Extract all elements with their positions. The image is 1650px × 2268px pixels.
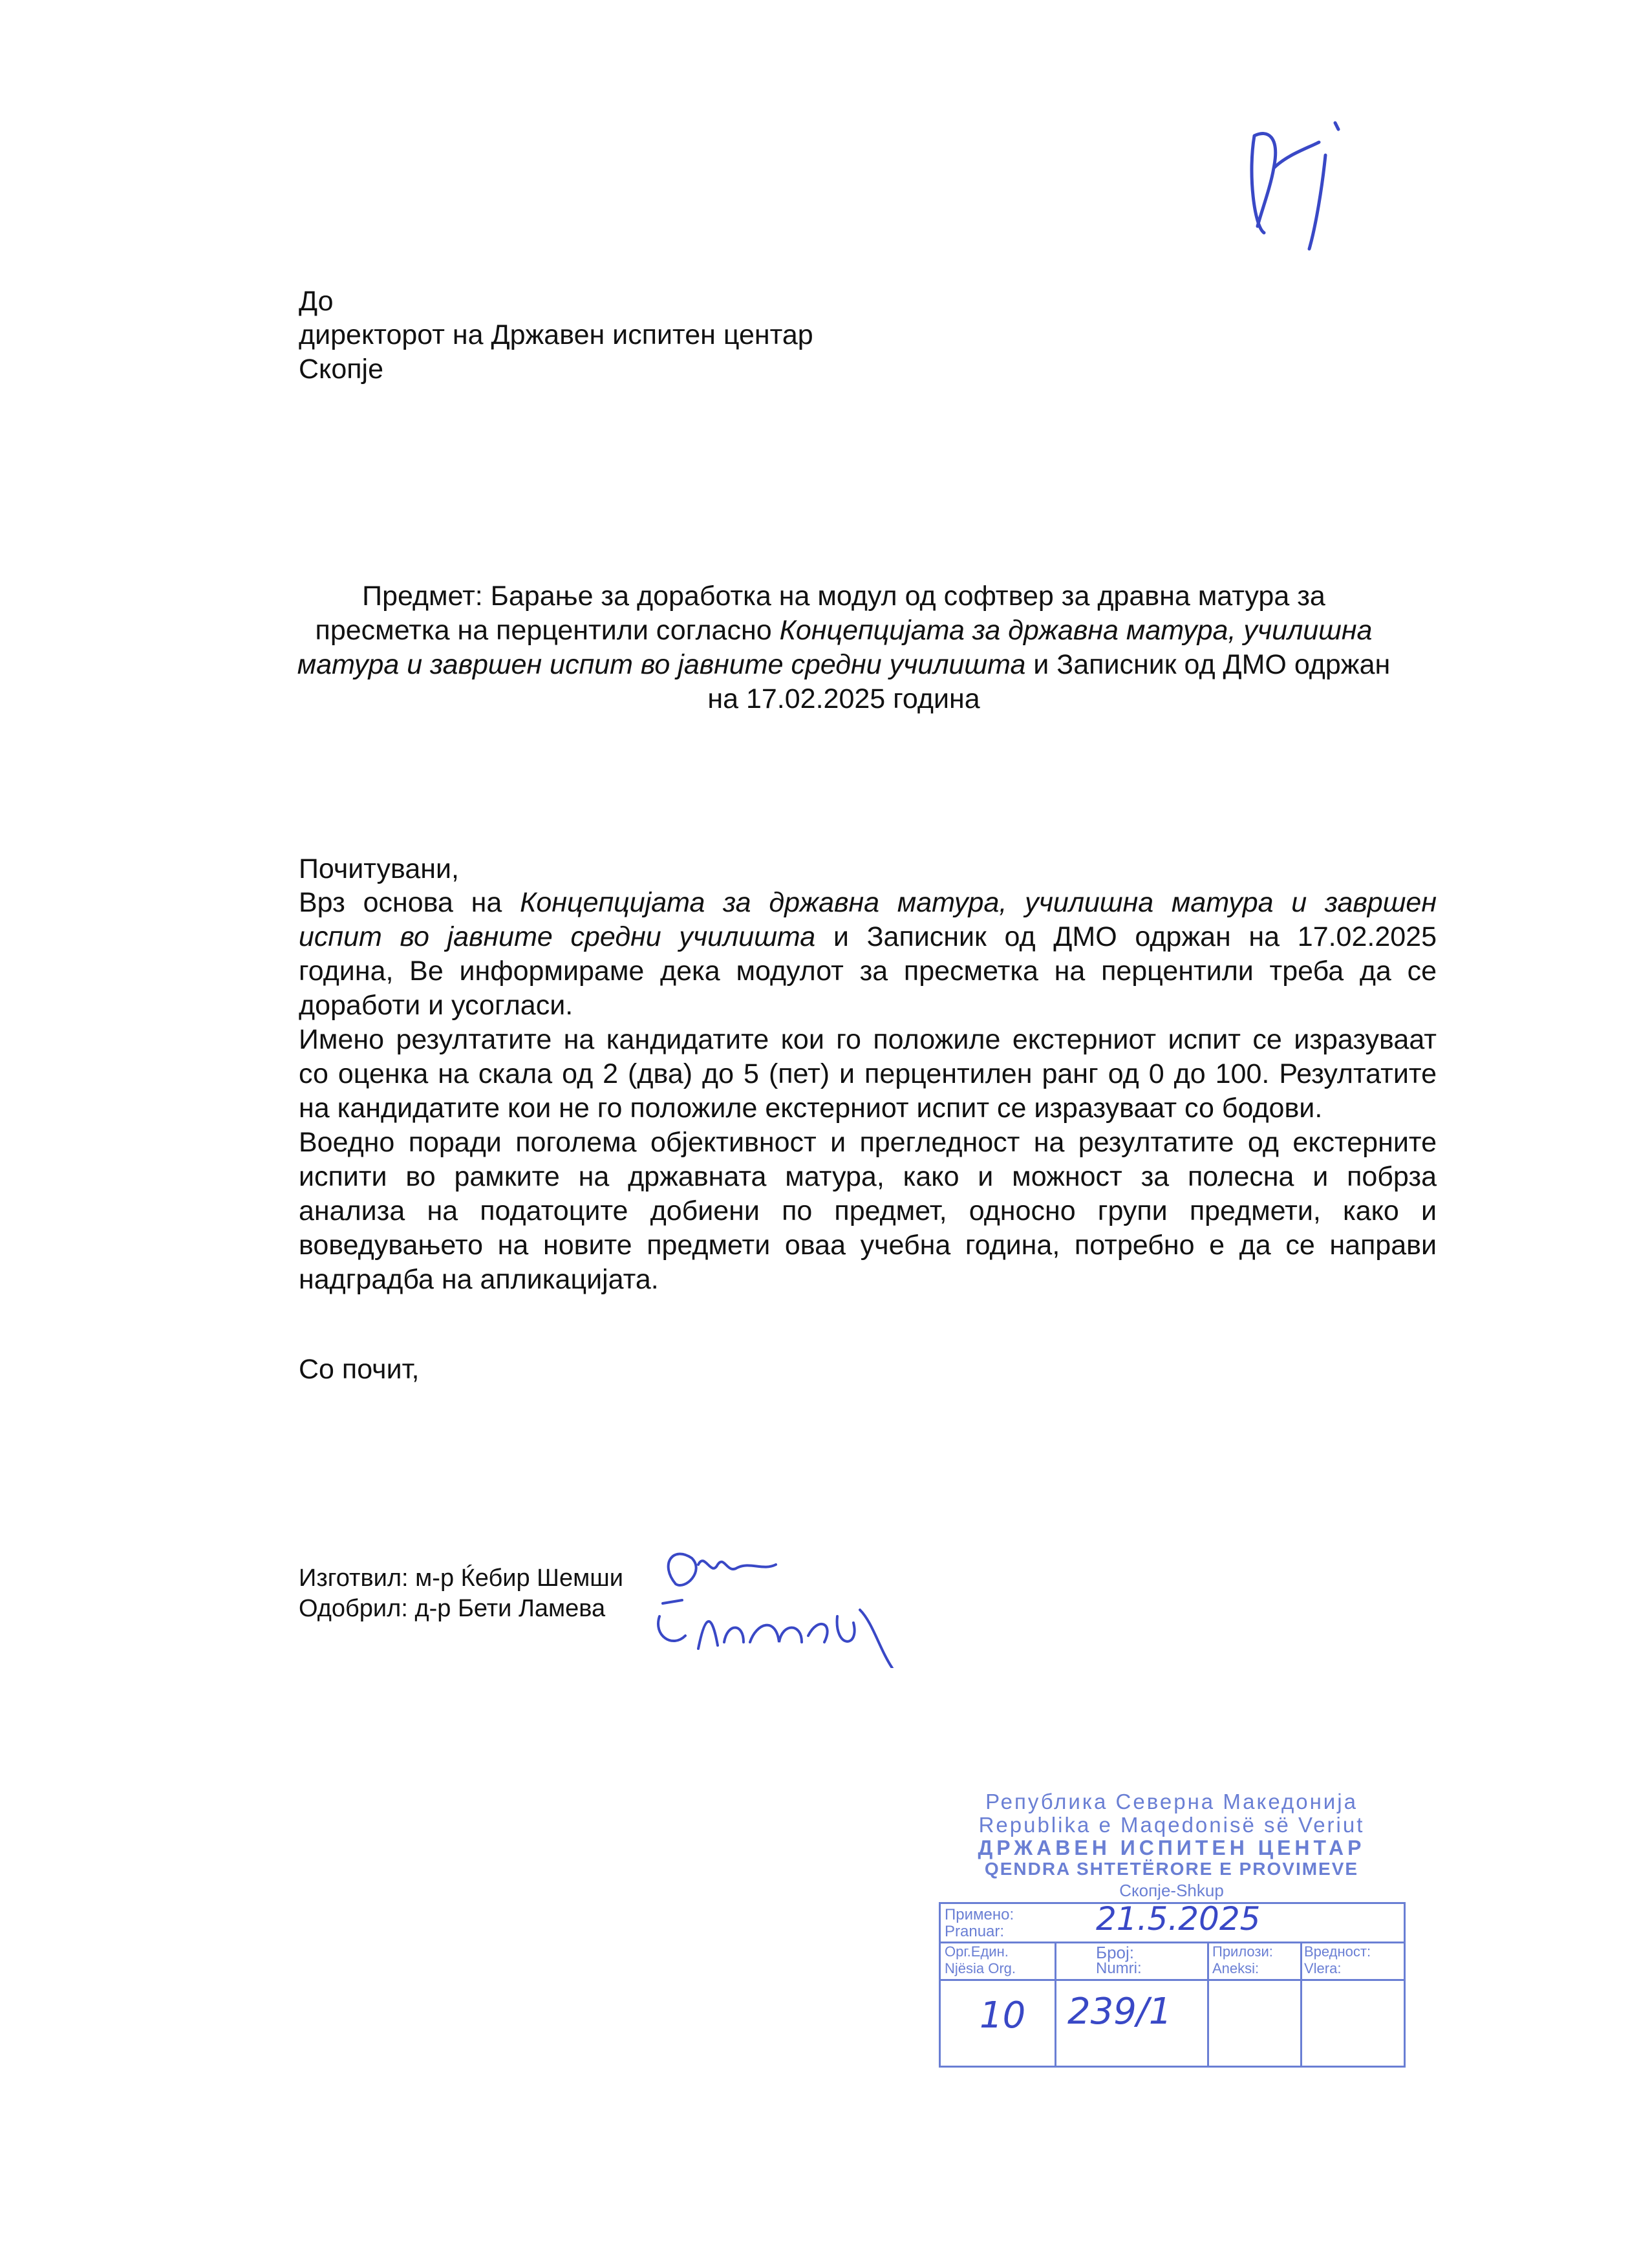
stamp-org-unit-value: 10: [980, 1995, 1026, 2037]
stamp-received-date: 21.5.2025: [1096, 1900, 1261, 1938]
stamp-value-label-mk: Вредност:: [1304, 1943, 1371, 1960]
p3-line-2: испити во рамките на државната матура, како и можност за полесна и побрза: [299, 1161, 1437, 1192]
p2-line-1: Имено резултатите на кандидатите кои го положиле екстерниот испит се изразуваат: [299, 1024, 1437, 1055]
p3-line-1: Воедно поради поголема објективност и прегледност на резултатите од екстерните: [299, 1127, 1437, 1158]
p3-line-5: надградба на апликацијата.: [299, 1264, 659, 1295]
stamp-number-label-sq: Numri:: [1096, 1960, 1142, 1977]
closing: Со почит,: [299, 1354, 420, 1385]
stamp-line-3: ДРЖАВЕН ИСПИТЕН ЦЕНТАР: [978, 1836, 1366, 1859]
p2-line-3: на кандидатите кои не го положиле екстерниот испит се изразуваат со бодови.: [299, 1093, 1323, 1124]
stamp-attachments-label-sq: Aneksi:: [1212, 1960, 1259, 1976]
p1-line-3: година, Ве информираме дека модулот за пресметка на перцентили треба да се: [299, 956, 1437, 987]
stamp-registry-box: [939, 1902, 1406, 2068]
stamp-col-divider-3: [1300, 1942, 1302, 2066]
stamp-line-1: Република Северна Македонија: [985, 1790, 1358, 1813]
stamp-org-unit-label-sq: Njësia Org.: [945, 1960, 1016, 1976]
paragraph-1: [299, 886, 1437, 1023]
subject-line-1: Предмет: Барање за доработка на модул од софтвер за дравна матура за: [362, 581, 1325, 612]
paragraph-3: [299, 1126, 1437, 1297]
p2-line-2: со оценка на скала од 2 (два) до 5 (пет) и перцентилен ранг од 0 до 100. Резултатите: [299, 1058, 1437, 1089]
salutation: Почитувани,: [299, 853, 459, 884]
stamp-number-value: 239/1: [1067, 1991, 1172, 2033]
approved-by: Одобрил: д-р Бети Ламева: [299, 1595, 606, 1622]
subject-line-2: пресметка на перцентили согласно Концепцијата за државна матура, училишна: [315, 615, 1373, 646]
prepared-by: Изготвил: м-р Ќебир Шемши: [299, 1565, 623, 1592]
p3-line-4: воведувањето на новите предмети оваа учебна година, потребно е да се направи: [299, 1230, 1437, 1261]
stamp-number-label-mk: Број:: [1096, 1943, 1134, 1962]
paragraph-2: [299, 1023, 1437, 1126]
recipient-city: Скопје: [299, 354, 384, 385]
stamp-line-5: Скопје-Shkup: [1119, 1881, 1224, 1900]
stamp-org-unit-label-mk: Орг.Един.: [945, 1943, 1009, 1960]
subject: [246, 579, 1442, 716]
p3-line-3: анализа на податоците добиени по предмет, односно групи предмети, како и: [299, 1195, 1437, 1226]
stamp-attachments-label-mk: Прилози:: [1212, 1943, 1273, 1960]
stamp-col-divider-1: [1055, 1942, 1056, 2066]
stamp-value-label-sq: Vlera:: [1304, 1960, 1342, 1976]
stamp-received-label-mk: Примено:: [945, 1906, 1014, 1923]
handwritten-signature: [647, 1539, 918, 1668]
subject-line-3: матура и завршен испит во јавните средни училишта и Записник од ДМО одржан: [297, 649, 1391, 680]
p1-line-1: Врз основа на Концепцијата за државна матура, училишна матура и завршен: [299, 887, 1437, 918]
stamp-header-divider: [941, 1979, 1404, 1981]
stamp-received-label-sq: Pranuar:: [945, 1923, 1005, 1940]
registry-stamp: [939, 1790, 1404, 2068]
recipient-to: До: [299, 286, 334, 317]
handwritten-initials: [1228, 97, 1358, 252]
subject-line-4: на 17.02.2025 година: [707, 683, 980, 714]
stamp-line-2: Republika e Maqedonisë së Veriut: [978, 1813, 1365, 1837]
recipient-title: директорот на Државен испитен центар: [299, 319, 813, 350]
stamp-col-divider-2: [1207, 1942, 1209, 2066]
stamp-line-4: QENDRA SHTETËRORE E PROVIMEVE: [984, 1859, 1359, 1879]
p1-line-4: доработи и усогласи.: [299, 990, 573, 1021]
p1-line-2: испит во јавните средни училишта и Записник од ДМО одржан на 17.02.2025: [299, 921, 1437, 952]
